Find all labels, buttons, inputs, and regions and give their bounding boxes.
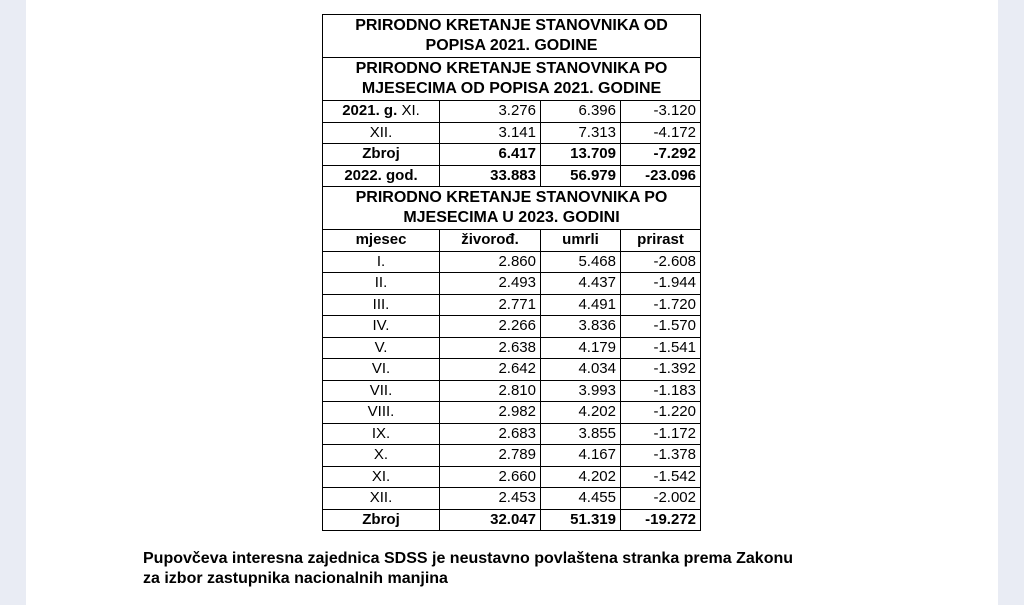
deaths-cell: 4.437 bbox=[541, 273, 621, 295]
deaths-cell: 4.202 bbox=[541, 402, 621, 424]
deaths-cell: 4.202 bbox=[541, 466, 621, 488]
month-cell: V. bbox=[323, 337, 440, 359]
table-row bbox=[323, 101, 701, 123]
births-cell: 3.276 bbox=[440, 101, 541, 123]
growth-cell: -1.944 bbox=[621, 273, 701, 295]
month-cell: VII. bbox=[323, 380, 440, 402]
births-cell: 33.883 bbox=[440, 165, 541, 187]
subtitle-monthly-since-census: PRIRODNO KRETANJE STANOVNIKA PO MJESECIMA OD POPISA 2021. GODINE bbox=[323, 58, 701, 101]
growth-cell: -19.272 bbox=[621, 509, 701, 531]
subtitle-monthly-2023: PRIRODNO KRETANJE STANOVNIKA PO MJESECIMA U 2023. GODINI bbox=[323, 187, 701, 230]
growth-cell: -4.172 bbox=[621, 122, 701, 144]
caption bbox=[143, 549, 903, 589]
col-header-deaths: umrli bbox=[541, 230, 621, 252]
deaths-cell: 4.034 bbox=[541, 359, 621, 381]
deaths-cell: 3.855 bbox=[541, 423, 621, 445]
growth-cell: -1.378 bbox=[621, 445, 701, 467]
caption-line-1: Pupovčeva interesna zajednica SDSS je neustavno povlaštena stranka prema Zakonu bbox=[143, 550, 794, 567]
births-cell: 2.810 bbox=[440, 380, 541, 402]
births-cell: 6.417 bbox=[440, 144, 541, 166]
row-2022 bbox=[323, 165, 701, 187]
deaths-cell: 3.993 bbox=[541, 380, 621, 402]
deaths-cell: 3.836 bbox=[541, 316, 621, 338]
growth-cell: -1.570 bbox=[621, 316, 701, 338]
deaths-cell: 5.468 bbox=[541, 251, 621, 273]
deaths-cell: 7.313 bbox=[541, 122, 621, 144]
births-cell: 2.860 bbox=[440, 251, 541, 273]
table-row bbox=[323, 445, 701, 467]
table-title-row bbox=[323, 15, 701, 58]
table-row bbox=[323, 466, 701, 488]
growth-cell: -1.542 bbox=[621, 466, 701, 488]
sum-row-2023 bbox=[323, 509, 701, 531]
col-header-growth: prirast bbox=[621, 230, 701, 252]
caption-line-2: za izbor zastupnika nacionalnih manjina bbox=[143, 570, 448, 587]
row-label: 2022. god. bbox=[323, 165, 440, 187]
deaths-cell: 13.709 bbox=[541, 144, 621, 166]
table-row bbox=[323, 380, 701, 402]
table-row bbox=[323, 273, 701, 295]
population-table bbox=[322, 14, 701, 531]
col-header-month: mjesec bbox=[323, 230, 440, 252]
month-cell: X. bbox=[323, 445, 440, 467]
births-cell: 2.982 bbox=[440, 402, 541, 424]
month-cell: I. bbox=[323, 251, 440, 273]
month-cell: IX. bbox=[323, 423, 440, 445]
table-row bbox=[323, 122, 701, 144]
table-title: PRIRODNO KRETANJE STANOVNIKA OD POPISA 2021. GODINE bbox=[323, 15, 701, 58]
deaths-cell: 51.319 bbox=[541, 509, 621, 531]
growth-cell: -3.120 bbox=[621, 101, 701, 123]
growth-cell: -1.172 bbox=[621, 423, 701, 445]
table-row bbox=[323, 423, 701, 445]
deaths-cell: 4.179 bbox=[541, 337, 621, 359]
births-cell: 2.771 bbox=[440, 294, 541, 316]
sum-row-2021 bbox=[323, 144, 701, 166]
table-row bbox=[323, 488, 701, 510]
col-header-births: živorođ. bbox=[440, 230, 541, 252]
growth-cell: -23.096 bbox=[621, 165, 701, 187]
deaths-cell: 4.167 bbox=[541, 445, 621, 467]
table-row bbox=[323, 337, 701, 359]
growth-cell: -2.608 bbox=[621, 251, 701, 273]
table-row bbox=[323, 402, 701, 424]
births-cell: 2.453 bbox=[440, 488, 541, 510]
births-cell: 2.660 bbox=[440, 466, 541, 488]
subtitle-row bbox=[323, 58, 701, 101]
table-row bbox=[323, 316, 701, 338]
births-cell: 2.493 bbox=[440, 273, 541, 295]
births-cell: 2.642 bbox=[440, 359, 541, 381]
table-row bbox=[323, 359, 701, 381]
deaths-cell: 6.396 bbox=[541, 101, 621, 123]
births-cell: 32.047 bbox=[440, 509, 541, 531]
births-cell: 2.638 bbox=[440, 337, 541, 359]
deaths-cell: 4.491 bbox=[541, 294, 621, 316]
births-cell: 2.266 bbox=[440, 316, 541, 338]
month-cell: IV. bbox=[323, 316, 440, 338]
births-cell: 3.141 bbox=[440, 122, 541, 144]
row-label: 2021. g. XI. bbox=[323, 101, 440, 123]
growth-cell: -1.183 bbox=[621, 380, 701, 402]
deaths-cell: 56.979 bbox=[541, 165, 621, 187]
growth-cell: -1.392 bbox=[621, 359, 701, 381]
growth-cell: -2.002 bbox=[621, 488, 701, 510]
row-label: XII. bbox=[323, 122, 440, 144]
month-cell: II. bbox=[323, 273, 440, 295]
month-cell: XII. bbox=[323, 488, 440, 510]
growth-cell: -7.292 bbox=[621, 144, 701, 166]
month-cell: III. bbox=[323, 294, 440, 316]
births-cell: 2.789 bbox=[440, 445, 541, 467]
month-cell: VIII. bbox=[323, 402, 440, 424]
deaths-cell: 4.455 bbox=[541, 488, 621, 510]
row-label: Zbroj bbox=[323, 509, 440, 531]
month-cell: XI. bbox=[323, 466, 440, 488]
growth-cell: -1.720 bbox=[621, 294, 701, 316]
column-header-row bbox=[323, 230, 701, 252]
month-cell: VI. bbox=[323, 359, 440, 381]
births-cell: 2.683 bbox=[440, 423, 541, 445]
growth-cell: -1.220 bbox=[621, 402, 701, 424]
growth-cell: -1.541 bbox=[621, 337, 701, 359]
row-label: Zbroj bbox=[323, 144, 440, 166]
table-row bbox=[323, 251, 701, 273]
month-rows bbox=[323, 251, 701, 509]
table-row bbox=[323, 294, 701, 316]
subtitle-row bbox=[323, 187, 701, 230]
